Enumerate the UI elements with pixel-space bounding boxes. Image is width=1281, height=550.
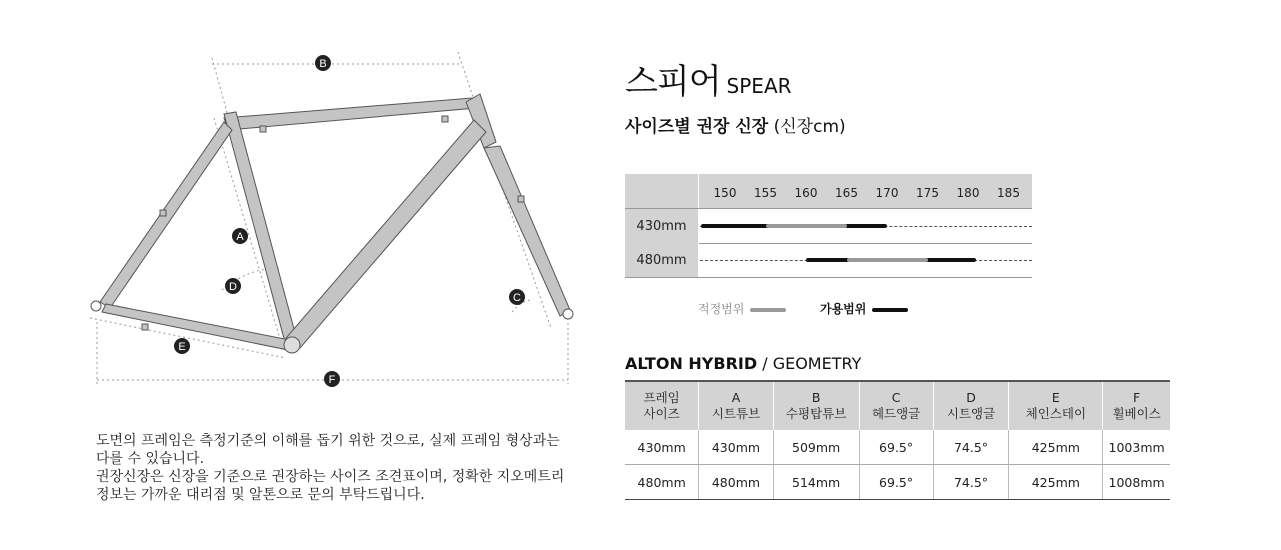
geometry-cell: 514mm <box>773 465 859 500</box>
size-tick: 170 <box>875 186 899 200</box>
geometry-cell: 509mm <box>773 430 859 465</box>
legend-usable-swatch <box>872 308 908 312</box>
optimal-range-bar <box>766 224 847 228</box>
label-d: D <box>229 281 237 293</box>
geometry-column-header <box>625 381 699 430</box>
geometry-column-header <box>699 381 773 430</box>
product-title <box>625 62 792 106</box>
geometry-cell: 480mm <box>699 465 773 500</box>
size-row-label: 430mm <box>625 209 699 243</box>
geometry-header-line: 휠베이스 <box>1112 406 1161 421</box>
geometry-row <box>625 465 1170 500</box>
geometry-title <box>625 354 861 373</box>
note-line: 다를 수 있습니다. <box>96 451 205 467</box>
legend-optimal-swatch <box>750 308 786 312</box>
geometry-cell: 74.5° <box>933 465 1009 500</box>
geometry-table <box>625 380 1170 500</box>
geometry-header-line: C <box>891 390 901 405</box>
size-tick: 160 <box>794 186 818 200</box>
size-chart-corner <box>625 174 699 208</box>
legend-optimal <box>698 300 786 317</box>
geometry-header-line: D <box>966 390 976 405</box>
label-a: A <box>236 231 244 243</box>
geometry-cell: 69.5° <box>859 465 933 500</box>
geometry-column-header <box>1009 381 1103 430</box>
geometry-body <box>625 430 1170 500</box>
legend-usable-label: 가용범위 <box>820 302 867 316</box>
geometry-cell: 425mm <box>1009 430 1103 465</box>
legend-optimal-label: 적정범위 <box>698 302 745 316</box>
geometry-cell: 425mm <box>1009 465 1103 500</box>
note-line: 정보는 가까운 대리점 및 알톤으로 문의 부탁드립니다. <box>96 487 425 503</box>
geometry-cell: 430mm <box>625 430 699 465</box>
subtitle-bold: 사이즈별 권장 신장 <box>625 117 769 137</box>
geometry-header-line: 시트튜브 <box>711 406 761 421</box>
size-tick: 155 <box>754 186 777 200</box>
size-tick: 165 <box>835 186 858 200</box>
geometry-cell: 1008mm <box>1103 465 1170 500</box>
size-tick: 180 <box>956 186 980 200</box>
size-range-chart <box>625 174 1032 277</box>
label-c: C <box>513 292 521 304</box>
note-line: 도면의 프레임은 측정기준의 이해를 돕기 위한 것으로, 실제 프레임 형상과는 <box>96 433 560 449</box>
geometry-header-line: 수평탑튜브 <box>785 406 847 421</box>
subtitle-light: (신장cm) <box>773 117 846 137</box>
product-title-ko: 스피어 <box>625 62 721 102</box>
geometry-row <box>625 430 1170 465</box>
geometry-column-header <box>933 381 1009 430</box>
size-row-label: 480mm <box>625 243 699 277</box>
geometry-cell: 480mm <box>625 465 699 500</box>
product-title-en: SPEAR <box>726 74 792 98</box>
geometry-title-bold: ALTON HYBRID <box>625 354 758 373</box>
disclaimer-note <box>96 432 616 504</box>
geometry-header-line: 헤드앵글 <box>871 406 921 421</box>
geometry-header-line: 프레임 <box>643 390 680 405</box>
legend-usable <box>820 300 908 317</box>
frame-tubes <box>100 94 570 350</box>
geometry-cell: 74.5° <box>933 430 1009 465</box>
note-line: 권장신장은 신장을 기준으로 권장하는 사이즈 조견표이며, 정확한 지오메트리 <box>96 469 565 485</box>
label-b: B <box>319 58 327 70</box>
geometry-header-line: E <box>1051 390 1060 405</box>
size-tick: 175 <box>916 186 939 200</box>
label-e: E <box>178 341 186 353</box>
geometry-header-line: 시트앵글 <box>946 406 996 421</box>
label-f: F <box>328 374 336 386</box>
geometry-header-line: 사이즈 <box>643 406 680 421</box>
optimal-range-bar <box>847 258 928 262</box>
geometry-title-rest: / GEOMETRY <box>757 354 862 373</box>
geometry-header-line: B <box>811 390 821 405</box>
geometry-column-header <box>1103 381 1170 430</box>
geometry-cell: 1003mm <box>1103 430 1170 465</box>
geometry-header-row <box>625 381 1170 430</box>
geometry-header-line: A <box>731 390 741 405</box>
frame-diagram <box>0 0 620 420</box>
size-tick: 150 <box>713 186 737 200</box>
size-row <box>625 243 1032 278</box>
size-tick: 185 <box>997 186 1020 200</box>
size-subtitle <box>625 112 846 137</box>
geometry-header-line: 체인스테이 <box>1025 406 1087 421</box>
size-chart-header <box>625 174 1032 208</box>
size-row <box>625 208 1032 244</box>
geometry-column-header <box>773 381 859 430</box>
geometry-cell: 69.5° <box>859 430 933 465</box>
geometry-header-line: F <box>1133 390 1141 405</box>
geometry-cell: 430mm <box>699 430 773 465</box>
geometry-column-header <box>859 381 933 430</box>
